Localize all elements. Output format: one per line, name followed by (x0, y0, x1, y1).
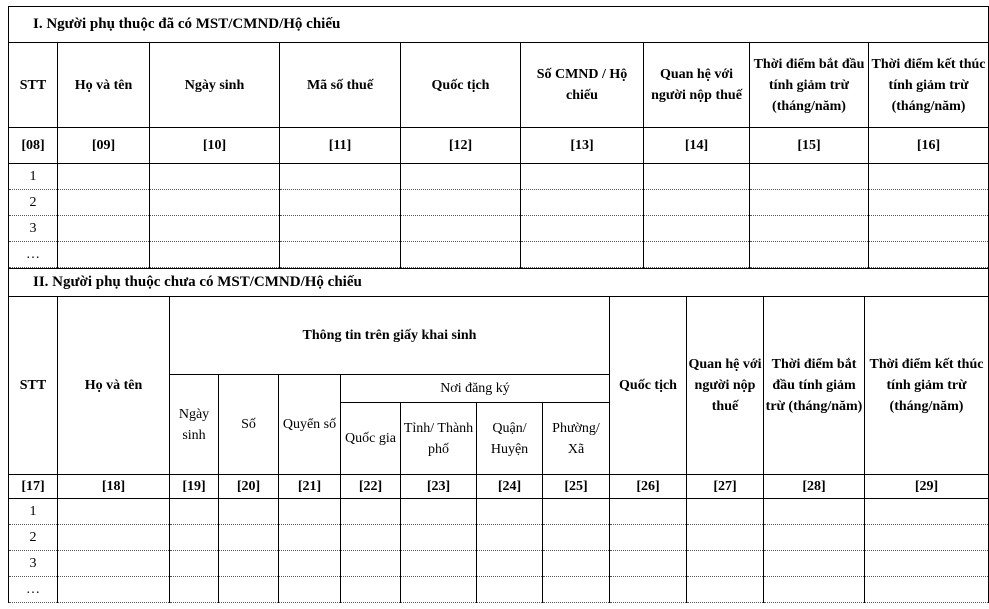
table-cell[interactable] (687, 499, 764, 525)
header-cert-number: Số (219, 375, 279, 475)
table-cell[interactable] (58, 551, 170, 577)
table-cell[interactable] (279, 551, 341, 577)
header-end-time: Thời điểm kết thúc tính giảm trừ (tháng/năm) (865, 297, 989, 475)
code-cell: [14] (644, 128, 750, 164)
table-cell[interactable] (865, 551, 989, 577)
table-cell[interactable] (477, 577, 543, 603)
code-cell: [08] (9, 128, 58, 164)
table-cell[interactable] (644, 242, 750, 268)
table-cell[interactable] (58, 242, 150, 268)
table-row (9, 216, 989, 242)
table-cell[interactable] (280, 190, 401, 216)
section2-title: II. Người phụ thuộc chưa có MST/CMND/Hộ chiếu (9, 269, 989, 297)
section1-title: I. Người phụ thuộc đã có MST/CMND/Hộ chiếu (9, 7, 989, 43)
table-cell[interactable] (401, 525, 477, 551)
table-cell[interactable] (401, 216, 521, 242)
table-row (9, 242, 989, 268)
table-cell[interactable] (170, 525, 219, 551)
table-cell[interactable] (58, 577, 170, 603)
dependents-without-id-table (8, 268, 989, 603)
code-cell: [18] (58, 475, 170, 499)
table-cell[interactable] (869, 242, 989, 268)
table-cell[interactable] (341, 551, 401, 577)
table-cell[interactable] (58, 164, 150, 190)
table-cell[interactable] (687, 551, 764, 577)
table-cell[interactable] (170, 499, 219, 525)
table-cell[interactable] (150, 164, 280, 190)
table-cell[interactable] (750, 242, 869, 268)
table-cell[interactable] (543, 551, 610, 577)
table-cell[interactable] (543, 499, 610, 525)
table-cell[interactable] (521, 216, 644, 242)
code-cell: [28] (764, 475, 865, 499)
table-cell[interactable] (58, 190, 150, 216)
header-relationship: Quan hệ với người nộp thuế (687, 297, 764, 475)
code-cell: [23] (401, 475, 477, 499)
table-cell[interactable] (219, 525, 279, 551)
table-cell[interactable] (610, 551, 687, 577)
table-cell[interactable] (170, 551, 219, 577)
table-cell[interactable] (58, 525, 170, 551)
header-district: Quận/ Huyện (477, 403, 543, 475)
table-cell[interactable] (869, 190, 989, 216)
table-cell[interactable] (764, 499, 865, 525)
header-nationality: Quốc tịch (610, 297, 687, 475)
table-cell[interactable] (150, 242, 280, 268)
code-cell: [10] (150, 128, 280, 164)
header-country: Quốc gia (341, 403, 401, 475)
table-row (9, 164, 989, 190)
code-cell: [29] (865, 475, 989, 499)
header-book-number: Quyển số (279, 375, 341, 475)
code-cell: [20] (219, 475, 279, 499)
table-cell[interactable] (401, 242, 521, 268)
code-row (9, 128, 989, 164)
row-number: … (9, 242, 58, 268)
table-cell[interactable] (477, 525, 543, 551)
table-cell[interactable] (58, 499, 170, 525)
table-cell[interactable] (170, 577, 219, 603)
code-row (9, 475, 989, 499)
header-start-time: Thời điểm bắt đầu tính giảm trừ (tháng/năm) (764, 297, 865, 475)
header-id-passport: Số CMND / Hộ chiếu (521, 43, 644, 128)
code-cell: [11] (280, 128, 401, 164)
row-number: 1 (9, 164, 58, 190)
table-cell[interactable] (150, 190, 280, 216)
table-cell[interactable] (644, 164, 750, 190)
table-cell[interactable] (865, 499, 989, 525)
table-cell[interactable] (869, 216, 989, 242)
row-number: 3 (9, 216, 58, 242)
table-cell[interactable] (521, 164, 644, 190)
header-end-time: Thời điểm kết thúc tính giảm trừ (tháng/năm) (869, 43, 989, 128)
header-nationality: Quốc tịch (401, 43, 521, 128)
table-cell[interactable] (401, 551, 477, 577)
table-cell[interactable] (865, 525, 989, 551)
table-cell[interactable] (401, 577, 477, 603)
table-cell[interactable] (280, 216, 401, 242)
table-cell[interactable] (543, 577, 610, 603)
row-number: 2 (9, 525, 58, 551)
table-cell[interactable] (610, 577, 687, 603)
table-cell[interactable] (401, 164, 521, 190)
table-cell[interactable] (687, 525, 764, 551)
table-cell[interactable] (764, 577, 865, 603)
header-stt: STT (9, 297, 58, 475)
table-cell[interactable] (644, 190, 750, 216)
table-cell[interactable] (279, 499, 341, 525)
code-cell: [17] (9, 475, 58, 499)
code-cell: [16] (869, 128, 989, 164)
code-cell: [22] (341, 475, 401, 499)
code-cell: [25] (543, 475, 610, 499)
row-number: 2 (9, 190, 58, 216)
table-cell[interactable] (279, 577, 341, 603)
table-cell[interactable] (477, 551, 543, 577)
table-cell[interactable] (219, 551, 279, 577)
table-cell[interactable] (280, 242, 401, 268)
table-cell[interactable] (865, 577, 989, 603)
row-number: … (9, 577, 58, 603)
code-cell: [13] (521, 128, 644, 164)
table-cell[interactable] (764, 551, 865, 577)
code-cell: [26] (610, 475, 687, 499)
header-province: Tỉnh/ Thành phố (401, 403, 477, 475)
table-row (9, 525, 989, 551)
header-relationship: Quan hệ với người nộp thuế (644, 43, 750, 128)
header-stt: STT (9, 43, 58, 128)
code-cell: [27] (687, 475, 764, 499)
code-cell: [24] (477, 475, 543, 499)
header-start-time: Thời điểm bắt đầu tính giảm trừ (tháng/năm) (750, 43, 869, 128)
header-registration-place: Nơi đăng ký (341, 375, 610, 403)
table-row (9, 190, 989, 216)
header-tax-code: Mã số thuế (280, 43, 401, 128)
table-cell[interactable] (750, 216, 869, 242)
table-cell[interactable] (219, 577, 279, 603)
header-full-name: Họ và tên (58, 297, 170, 475)
table-cell[interactable] (750, 164, 869, 190)
code-cell: [12] (401, 128, 521, 164)
table-cell[interactable] (543, 525, 610, 551)
code-cell: [15] (750, 128, 869, 164)
table-cell[interactable] (341, 577, 401, 603)
header-birth-cert-info: Thông tin trên giấy khai sinh (170, 297, 610, 375)
header-birth-date: Ngày sinh (150, 43, 280, 128)
table-cell[interactable] (521, 190, 644, 216)
table-cell[interactable] (401, 190, 521, 216)
header-ward: Phường/ Xã (543, 403, 610, 475)
table-cell[interactable] (610, 525, 687, 551)
table-cell[interactable] (521, 242, 644, 268)
table-cell[interactable] (477, 499, 543, 525)
row-number: 1 (9, 499, 58, 525)
table-cell[interactable] (764, 525, 865, 551)
table-cell[interactable] (341, 525, 401, 551)
header-birth-date: Ngày sinh (170, 375, 219, 475)
table-row (9, 499, 989, 525)
table-cell[interactable] (644, 216, 750, 242)
table-cell[interactable] (280, 164, 401, 190)
table-cell[interactable] (869, 164, 989, 190)
table-row (9, 577, 989, 603)
table-cell[interactable] (610, 499, 687, 525)
table-cell[interactable] (687, 577, 764, 603)
table-cell[interactable] (401, 499, 477, 525)
header-full-name: Họ và tên (58, 43, 150, 128)
table-cell[interactable] (219, 499, 279, 525)
table-cell[interactable] (58, 216, 150, 242)
table-cell[interactable] (341, 499, 401, 525)
table-cell[interactable] (750, 190, 869, 216)
code-cell: [21] (279, 475, 341, 499)
table-row (9, 551, 989, 577)
dependents-with-id-table (8, 6, 989, 268)
row-number: 3 (9, 551, 58, 577)
table-cell[interactable] (150, 216, 280, 242)
table-cell[interactable] (279, 525, 341, 551)
code-cell: [09] (58, 128, 150, 164)
code-cell: [19] (170, 475, 219, 499)
